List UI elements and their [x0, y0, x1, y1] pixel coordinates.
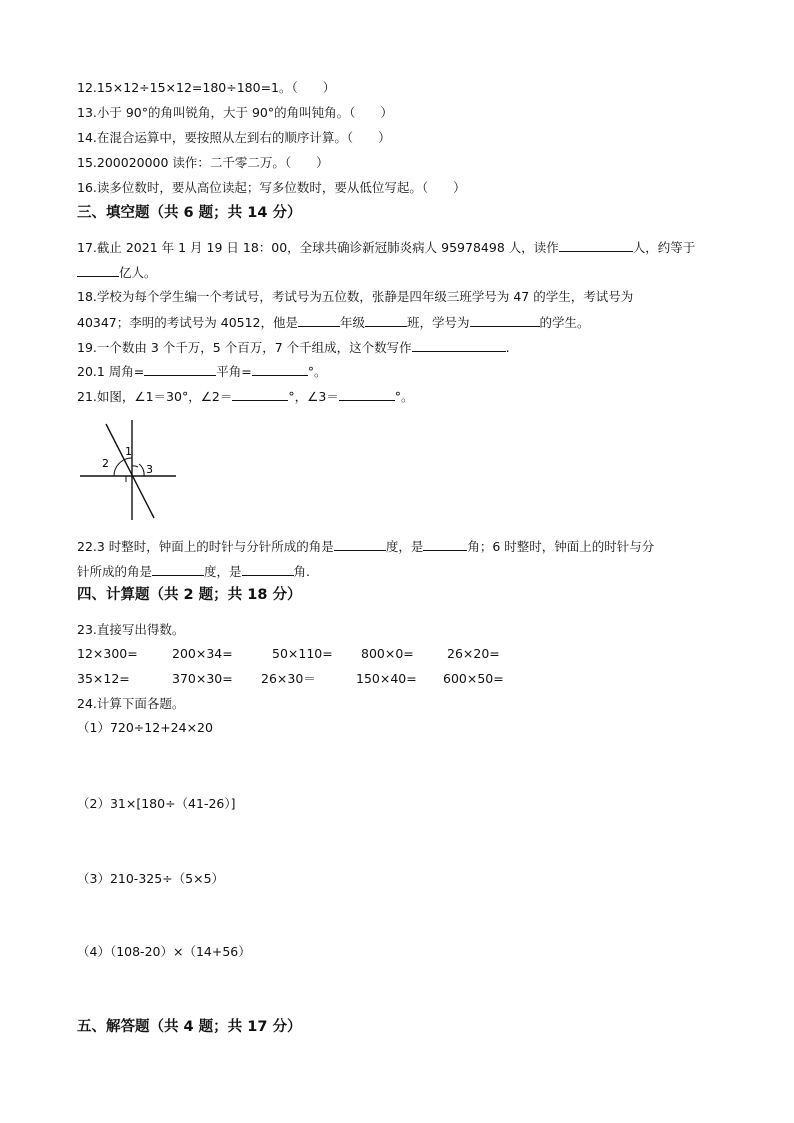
angle-3-arc [139, 464, 144, 476]
angle-label-2: 2 [102, 457, 109, 470]
question-14: 14.在混合运算中，要按照从左到右的顺序计算。（ ） [77, 130, 391, 145]
question-15: 15.200020000 读作：二千零二万。（ ） [77, 155, 329, 170]
oral-calc: 150×40= [356, 671, 417, 686]
question-24: 24.计算下面各题。 [77, 696, 185, 711]
section-3-heading: 三、填空题（共 6 题；共 14 分） [77, 205, 302, 221]
question-22-cont: 针所成的角是 度，是 角. [77, 564, 311, 579]
section-5-heading: 五、解答题（共 4 题；共 17 分） [77, 1019, 302, 1035]
section-4-heading: 四、计算题（共 2 题；共 18 分） [77, 587, 302, 603]
oral-calc: 12×300= [77, 646, 138, 661]
answer-blank[interactable] [334, 537, 386, 551]
answer-blank[interactable] [252, 362, 308, 376]
question-23: 23.直接写出得数。 [77, 622, 185, 637]
question-13: 13.小于 90°的角叫锐角，大于 90°的角叫钝角。（ ） [77, 105, 393, 120]
oral-calc: 800×0= [361, 646, 414, 661]
answer-blank[interactable] [412, 338, 506, 352]
oral-calc: 26×20= [447, 646, 500, 661]
answer-blank[interactable] [77, 263, 119, 277]
answer-blank[interactable] [470, 313, 540, 327]
calc-item-2: （2）31×[180÷（41-26）] [77, 796, 236, 811]
question-18-cont: 40347；李明的考试号为 40512，他是 年级 班，学号为 的学生。 [77, 315, 590, 330]
calc-item-1: （1）720÷12+24×20 [77, 720, 213, 735]
oral-calc: 600×50= [443, 671, 504, 686]
angle-1-arc [132, 466, 138, 467]
oral-calc: 200×34= [172, 646, 233, 661]
answer-blank[interactable] [339, 387, 395, 401]
right-angle-mark [126, 476, 132, 482]
answer-blank[interactable] [365, 313, 407, 327]
answer-blank[interactable] [559, 238, 633, 252]
answer-blank[interactable] [144, 362, 216, 376]
question-12: 12.15×12÷15×12=180÷180=1。（ ） [77, 80, 336, 95]
calc-item-4: （4）（108-20）×（14+56） [77, 944, 251, 959]
angle-label-3: 3 [146, 463, 153, 476]
question-17-cont: 亿人。 [77, 263, 157, 282]
answer-blank[interactable] [152, 562, 204, 576]
angle-2-arc [114, 458, 132, 476]
answer-blank[interactable] [232, 387, 288, 401]
oral-calc: 50×110= [272, 646, 333, 661]
oral-calc: 35×12= [77, 671, 130, 686]
angle-label-1: 1 [125, 445, 132, 458]
angle-figure [78, 418, 178, 522]
question-19: 19.一个数由 3 个千万，5 个百万，7 个千组成，这个数写作 . [77, 340, 510, 355]
answer-blank[interactable] [298, 313, 340, 327]
calc-item-3: （3）210-325÷（5×5） [77, 871, 225, 886]
question-20: 20.1 周角= 平角= °。 [77, 364, 327, 379]
question-17: 17.截止 2021 年 1 月 19 日 18：00，全球共确诊新冠肺炎病人 95978498 人，读作 人，约等于 [77, 240, 696, 255]
question-18: 18.学校为每个学生编一个考试号，考试号为五位数，张静是四年级三班学号为 47 的学生，考试号为 [77, 289, 634, 304]
answer-blank[interactable] [242, 562, 294, 576]
answer-blank[interactable] [423, 537, 467, 551]
oral-calc: 26×30＝ [261, 671, 316, 686]
oral-calc: 370×30= [172, 671, 233, 686]
question-21: 21.如图，∠1＝30°，∠2＝ °，∠3＝ °。 [77, 389, 414, 404]
question-16: 16.读多位数时，要从高位读起；写多位数时，要从低位写起。（ ） [77, 180, 466, 195]
question-22: 22.3 时整时，钟面上的时针与分针所成的角是 度，是 角；6 时整时，钟面上的时针与分 [77, 539, 655, 554]
